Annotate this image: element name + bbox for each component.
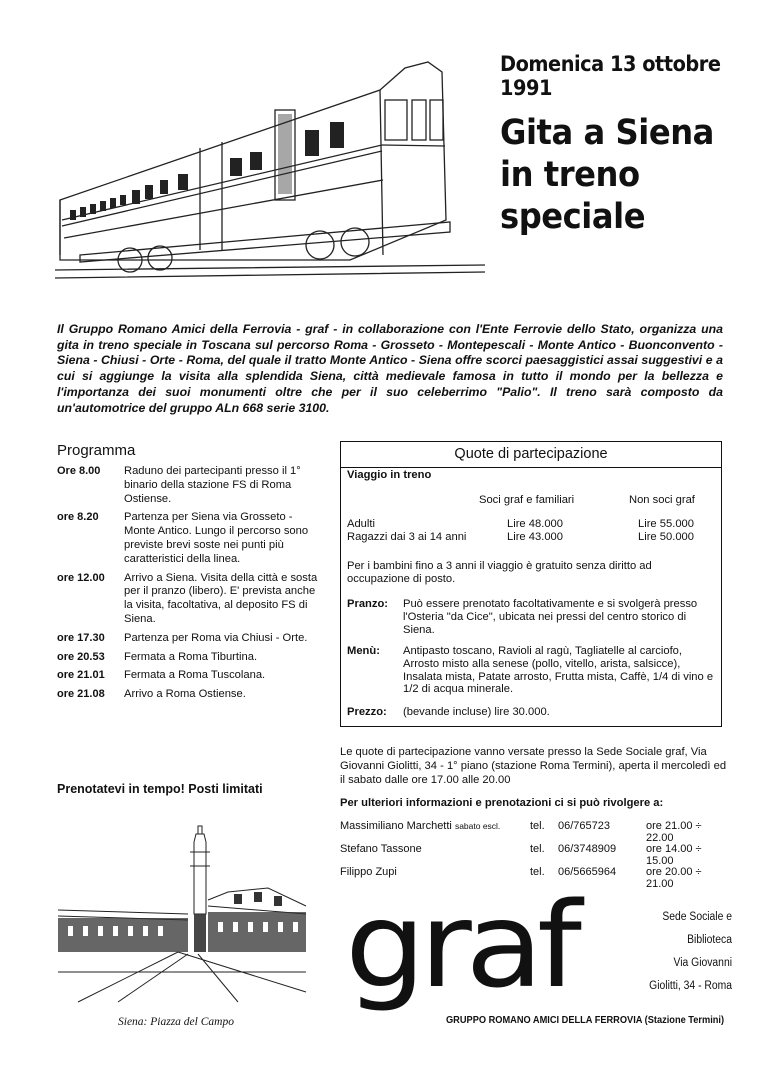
title-line-2: in treno: [500, 155, 640, 195]
fare-non-soci: [638, 518, 694, 543]
contact-note: sabato escl.: [454, 821, 501, 831]
siena-illustration: [58, 822, 308, 1012]
program-text: Partenza per Siena via Grosseto - Monte Antico. Lungo il percorso sono previste brevi soste nei punti più caratteristici della linea.: [124, 511, 309, 565]
program-item: [57, 651, 322, 665]
program-time: Ore 8.00: [57, 465, 101, 477]
program-time: ore 20.53: [57, 650, 105, 663]
payment-info: Le quote di partecipazione vanno versate presso la Sede Sociale graf, Via Giovanni Giolitti, 34 - 1° piano (stazione Roma Termini), aperta il mercoledì ed il sabato dalle ore 17.00 alle 20.00: [340, 746, 727, 786]
program-item: [57, 669, 322, 683]
title-line-1: Gita a Siena: [500, 113, 714, 153]
event-date: Domenica 13 ottobre 1991: [500, 52, 721, 100]
col-non-soci: Non soci graf: [629, 494, 695, 506]
program-text: Fermata a Roma Tuscolana.: [124, 669, 266, 682]
page-title: [500, 112, 714, 238]
quote-box: [340, 441, 722, 727]
program-text: Arrivo a Roma Ostiense.: [124, 688, 246, 701]
menu-text: Antipasto toscano, Ravioli al ragù, Tagliatelle al carciofo, Arrosto misto alla senese (pollo, vitello, arista, salsicce), Insalata mista, Patate arrosto, Frutta mista, Caffè, 1/4 di vino e 1/2 di acqua minerale.: [403, 645, 714, 696]
title-line-3: speciale: [500, 197, 646, 237]
contact-phone: 06/765723: [558, 820, 610, 832]
program-time: ore 8.20: [57, 511, 99, 524]
contact-hours: ore 14.00 ÷ 15.00: [646, 843, 702, 867]
contact-hours: ore 21.00 ÷ 22.00: [646, 820, 702, 844]
contact-name: Filippo Zupi: [340, 866, 397, 878]
program-time: ore 12.00: [57, 571, 105, 584]
info-heading: Per ulteriori informazioni e prenotazioni ci si può rivolgere a:: [340, 797, 664, 809]
quote-heading: Quote di partecipazione: [454, 446, 608, 462]
graf-logo: graf: [345, 876, 576, 1014]
contact-row: [340, 843, 732, 866]
fare-label: Ragazzi dai 3 ai 14 anni: [347, 530, 467, 543]
pranzo-label: Pranzo:: [347, 598, 389, 610]
intro-paragraph: Il Gruppo Romano Amici della Ferrovia - graf - in collaborazione con l'Ente Ferrovie dello Stato, organizza una gita in treno speciale in Toscana sul percorso Roma - Grosseto - Montepescali - Monte Antico - Buonconvento - Siena - Chiusi - Orte - Roma, del quale il tratto Monte Antico - Siena offre scorci paesaggistici assai suggestivi e a cui si aggiunge la visita alla splendida Siena, città medievale famosa in tutto il mondo per la bellezza e l'importanza dei suoi monumenti oltre che per il suo celeberrimo "Palio". Il treno sarà composto da un'automotrice del gruppo ALn 668 serie 3100.: [57, 322, 723, 415]
fare-soci: [507, 518, 563, 543]
contact-tel-label: tel.: [530, 866, 545, 878]
program-item: [57, 572, 322, 627]
seat-address: [631, 906, 732, 998]
fare-labels: [347, 518, 466, 543]
program-list: [57, 465, 322, 707]
fare-price: Lire 55.000: [638, 518, 694, 530]
seat-line: Via Giovanni: [673, 957, 732, 969]
pranzo-text: Può essere prenotato facoltativamente e si svolgerà presso l'Osteria "da Cice", ubicata nei pressi del centro storico di Siena.: [403, 598, 698, 636]
prezzo-section: [347, 706, 715, 719]
program-item: [57, 688, 322, 702]
kids-note: Per i bambini fino a 3 anni il viaggio è gratuito senza diritto ad occupazione di posto.: [347, 560, 652, 585]
program-item: [57, 511, 322, 566]
image-caption: Siena: Piazza del Campo: [118, 1016, 234, 1028]
contact-phone: 06/5665964: [558, 866, 617, 878]
train-illustration: [50, 50, 490, 300]
quote-subheading: Viaggio in treno: [347, 469, 432, 481]
menu-label: Menù:: [347, 645, 380, 657]
program-text: Arrivo a Siena. Visita della città e sosta per il pranzo (libero). E' prevista anche la visita, facoltativa, al deposito FS di Siena.: [124, 571, 318, 625]
prezzo-label: Prezzo:: [347, 706, 387, 718]
contact-hours: ore 20.00 ÷ 21.00: [646, 866, 702, 890]
contact-tel-label: tel.: [530, 820, 545, 832]
booking-notice: Prenotatevi in tempo! Posti limitati: [57, 782, 263, 796]
program-text: Partenza per Roma via Chiusi - Orte.: [124, 631, 308, 644]
program-item: [57, 632, 322, 646]
prezzo-text: (bevande incluse) lire 30.000.: [403, 706, 550, 718]
program-text: Raduno dei partecipanti presso il 1° binario della stazione FS di Roma Ostiense.: [124, 465, 301, 505]
fare-price: Lire 50.000: [638, 530, 694, 543]
fare-price: Lire 48.000: [507, 518, 563, 530]
contact-phone: 06/3748909: [558, 843, 617, 855]
contact-name: Stefano Tassone: [340, 843, 422, 855]
program-item: [57, 465, 322, 506]
program-time: ore 21.08: [57, 688, 105, 701]
contact-row: [340, 820, 732, 843]
seat-line: Biblioteca: [687, 934, 732, 946]
fare-label: Adulti: [347, 518, 375, 530]
program-time: ore 21.01: [57, 669, 105, 682]
menu-section: [347, 645, 715, 696]
contact-tel-label: tel.: [530, 843, 545, 855]
pranzo-section: [347, 598, 715, 636]
col-soci: Soci graf e familiari: [479, 494, 575, 506]
program-heading: Programma: [57, 442, 136, 459]
seat-line: Giolitti, 34 - Roma: [649, 980, 732, 992]
fare-price: Lire 43.000: [507, 530, 563, 543]
program-text: Fermata a Roma Tiburtina.: [124, 650, 258, 663]
quote-divider: [341, 467, 721, 468]
seat-line: Sede Sociale e: [662, 911, 732, 923]
group-name: GRUPPO ROMANO AMICI DELLA FERROVIA (Stazione Termini): [446, 1014, 725, 1026]
program-time: ore 17.30: [57, 631, 105, 644]
contact-name: Massimiliano Marchetti: [340, 820, 452, 832]
